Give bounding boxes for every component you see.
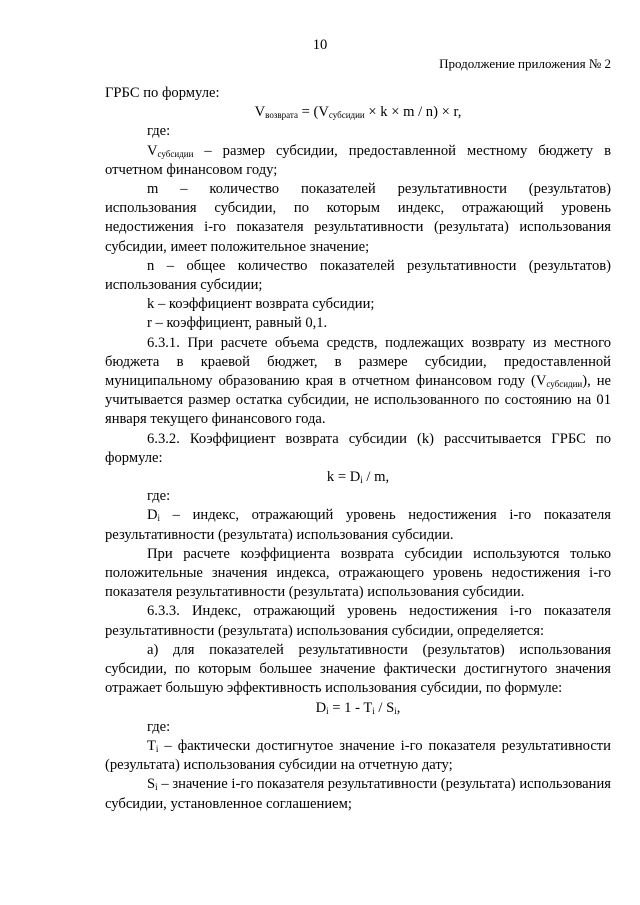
symbol-s-sub: i	[155, 782, 158, 793]
formula-sub-return: возврата	[265, 110, 298, 121]
definition-t	[105, 737, 611, 775]
formula3-sub-s: i	[394, 705, 397, 716]
definition-s	[105, 775, 611, 813]
where-label: где:	[147, 488, 171, 505]
definition-k: k – коэффициент возврата субсидии;	[147, 296, 375, 313]
paragraph-6-3-3: 6.3.3. Индекс, отражающий уровень недостижения i-го показателя результативности (результата) использования субсидии, определяется:	[105, 603, 611, 639]
formula3-slash: / S	[374, 699, 395, 716]
paragraph-positive-values: При расчете коэффициента возврата субсидии используются только положительные значения индекса, отражающего уровень недостижения i-го показателя результативности (результата) использования субсидии.	[105, 545, 611, 601]
formula3-sub-t: i	[372, 705, 375, 716]
document-body	[105, 84, 611, 814]
formula2-lhs: k = D	[326, 469, 361, 486]
formula-sub-subsidy: субсидии	[328, 110, 365, 121]
definition-t-text: – фактически достигнутое значение i-го показателя результативности (результата) использования субсидии на отчетную дату;	[105, 737, 611, 774]
formula3-end: ,	[396, 699, 401, 716]
paragraph-6-3-1-after: ), не учитывается размер остатка субсидии, не использованного по состоянию на 01 января текущего финансового года.	[105, 373, 611, 428]
symbol-t: T	[147, 737, 156, 754]
paragraph-6-3-1-before: 6.3.1. При расчете объема средств, подлежащих возврату из местного бюджета в краевой бюджет, в размере субсидии, предоставленной муниципальному образованию края в отчетном финансовом году (V	[105, 334, 611, 390]
paragraph-6-3-2: 6.3.2. Коэффициент возврата субсидии (k) рассчитывается ГРБС по формуле:	[105, 430, 611, 466]
formula2-rhs: / m,	[362, 469, 390, 486]
paragraph-6-3-1-sub: субсидии	[546, 379, 583, 390]
appendix-note: Продолжение приложения № 2	[439, 56, 611, 71]
paragraph-a: а) для показателей результативности (результатов) использования субсидии, по которым большее значение фактически достигнутого значения отражает большую эффективность использования субсидии, по формуле:	[105, 641, 611, 697]
formula2-sub: i	[360, 475, 363, 486]
page-number: 10	[312, 37, 328, 53]
formula-tail: × k × m / n) × r,	[364, 104, 462, 121]
definition-r: r – коэффициент, равный 0,1.	[147, 315, 328, 332]
definition-v-text: – размер субсидии, предоставленной местному бюджету в отчетном финансовом году;	[105, 142, 611, 178]
formula3-sub-d: i	[326, 705, 329, 716]
formula3-d: D	[315, 699, 327, 716]
formula-coefficient-k	[105, 468, 611, 487]
where-label: где:	[147, 718, 171, 735]
definition-m: m – количество показателей результативности (результатов) использования субсидии, по которым индекс, отражающий уровень недостижения i-го показателя результативности (результата) использования субсидии, имеет положительное значение;	[105, 181, 611, 255]
formula-index-d	[105, 699, 611, 718]
definition-d-text: – индекс, отражающий уровень недостижения i-го показателя результативности (результата) использования субсидии.	[105, 507, 611, 543]
definition-n: n – общее количество показателей результативности (результатов) использования субсидии;	[105, 257, 611, 294]
definition-d	[105, 506, 611, 544]
definition-s-text: – значение i-го показателя результативности (результата) использования субсидии, установленное соглашением;	[105, 776, 611, 812]
where-label: где:	[147, 123, 171, 140]
formula-v: V	[254, 104, 266, 121]
symbol-d: D	[147, 507, 158, 524]
symbol-v: V	[147, 142, 158, 159]
intro-line: ГРБС по формуле:	[105, 85, 220, 101]
symbol-d-sub: i	[157, 513, 161, 524]
definition-v-subsidy	[105, 142, 611, 180]
symbol-t-sub: i	[155, 743, 159, 754]
formula3-mid: = 1 - T	[328, 699, 373, 716]
paragraph-6-3-1	[105, 334, 611, 430]
formula-return-volume	[105, 103, 611, 122]
symbol-v-sub: субсидии	[157, 148, 194, 159]
symbol-s: S	[147, 776, 156, 793]
formula-mid: = (V	[297, 104, 329, 121]
